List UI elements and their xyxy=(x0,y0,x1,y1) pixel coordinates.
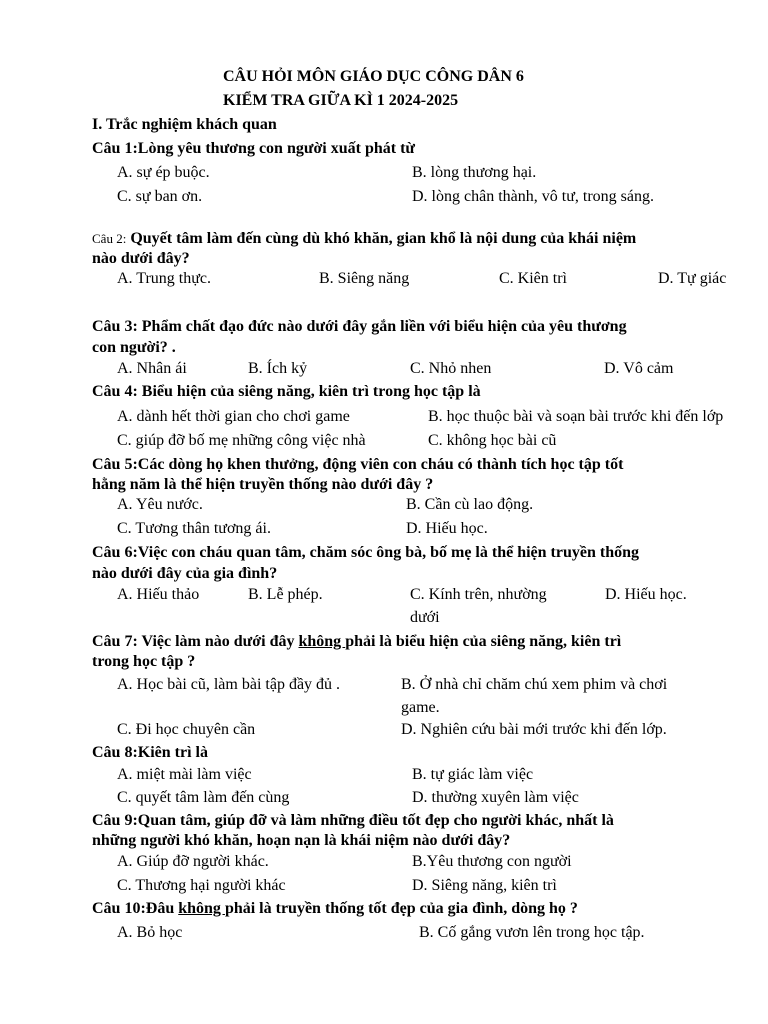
q1-option-d: D. lòng chân thành, vô tư, trong sáng. xyxy=(412,188,654,205)
q7-option-a: A. Học bài cũ, làm bài tập đầy đủ . xyxy=(117,676,341,693)
q3-stem-line2: con người? . xyxy=(92,339,176,356)
q2-prefix: Câu 2: xyxy=(92,231,127,246)
q5-option-d: D. Hiếu học. xyxy=(406,520,488,537)
question-5-stem: Câu 5:Các dòng họ khen thưởng, động viên con cháu có thành tích học tập tốt xyxy=(92,456,624,473)
question-8-stem: Câu 8:Kiên trì là xyxy=(92,744,208,761)
q7-stem-underlined: không xyxy=(298,633,346,650)
page-title: CÂU HỎI MÔN GIÁO DỤC CÔNG DÂN 6 xyxy=(223,68,524,85)
q2-option-a: A. Trung thực. xyxy=(117,270,212,287)
q9-option-c: C. Thương hại người khác xyxy=(117,877,286,894)
q7-option-b-line2: game. xyxy=(401,699,440,716)
q7-option-c: C. Đi học chuyên cần xyxy=(117,721,256,738)
question-1-stem: Câu 1:Lòng yêu thương con người xuất phát từ xyxy=(92,140,416,157)
question-9-stem: Câu 9:Quan tâm, giúp đỡ và làm những điều tốt đẹp cho người khác, nhất là xyxy=(92,812,614,829)
q7-stem-line2: trong học tập ? xyxy=(92,653,196,670)
q8-option-c: C. quyết tâm làm đến cùng xyxy=(117,789,290,806)
q5-option-c: C. Tương thân tương ái. xyxy=(117,520,271,537)
q10-stem-post: phải là truyền thống tốt đẹp của gia đình, dòng họ ? xyxy=(224,900,578,917)
q3-option-c: C. Nhỏ nhen xyxy=(410,360,492,377)
q9-option-b: B.Yêu thương con người xyxy=(412,853,572,870)
section-heading: I. Trắc nghiệm khách quan xyxy=(92,116,277,133)
q5-stem-line2: hằng năm là thể hiện truyền thống nào dưới đây ? xyxy=(92,476,434,493)
q4-option-c: C. giúp đỡ bố mẹ những công việc nhà xyxy=(117,432,366,449)
page-subtitle: KIỂM TRA GIỮA KÌ 1 2024-2025 xyxy=(223,92,459,109)
q7-option-b: B. Ở nhà chỉ chăm chú xem phim và chơi xyxy=(401,676,668,693)
question-4-stem: Câu 4: Biểu hiện của siêng năng, kiên trì trong học tập là xyxy=(92,383,481,400)
q7-option-d: D. Nghiên cứu bài mới trước khi đến lớp. xyxy=(401,721,667,738)
q1-option-c: C. sự ban ơn. xyxy=(117,188,203,205)
q2-option-c: C. Kiên trì xyxy=(499,270,567,287)
q2-stem-line1: Quyết tâm làm đến cùng dù khó khăn, gian khổ là nội dung của khái niệm xyxy=(126,230,637,247)
question-10-stem xyxy=(92,899,578,919)
q2-stem-line2: nào dưới đây? xyxy=(92,250,190,267)
q4-option-b: B. học thuộc bài và soạn bài trước khi đến lớp xyxy=(428,408,724,425)
q6-option-c-line2: dưới xyxy=(410,609,440,626)
question-6-stem: Câu 6:Việc con cháu quan tâm, chăm sóc ông bà, bố mẹ là thể hiện truyền thống xyxy=(92,544,639,561)
q9-option-a: A. Giúp đỡ người khác. xyxy=(117,853,269,870)
q4-option-d: C. không học bài cũ xyxy=(428,432,557,449)
q10-stem-pre: Câu 10:Đâu xyxy=(92,900,179,917)
q10-stem-underlined: không xyxy=(178,900,225,917)
q4-option-a: A. dành hết thời gian cho chơi game xyxy=(117,408,350,425)
q6-stem-line2: nào dưới đây của gia đình? xyxy=(92,565,278,582)
q2-option-b: B. Siêng năng xyxy=(319,270,410,287)
q9-option-d: D. Siêng năng, kiên trì xyxy=(412,877,557,894)
q2-option-d: D. Tự giác xyxy=(658,270,727,287)
q7-stem-post: phải là biểu hiện của siêng năng, kiên trì xyxy=(345,633,622,650)
q3-option-d: D. Vô cảm xyxy=(604,360,674,377)
q9-stem-line2: những người khó khăn, hoạn nạn là khái niệm nào dưới đây? xyxy=(92,832,511,849)
q10-option-b: B. Cố gắng vươn lên trong học tập. xyxy=(419,924,645,941)
q6-option-d: D. Hiếu học. xyxy=(605,586,687,603)
question-2-stem xyxy=(92,229,636,249)
q6-option-c: C. Kính trên, nhường xyxy=(410,586,547,603)
q8-option-a: A. miệt mài làm việc xyxy=(117,766,252,783)
q3-option-a: A. Nhân ái xyxy=(117,360,187,377)
q6-option-a: A. Hiếu thảo xyxy=(117,586,200,603)
q5-option-a: A. Yêu nước. xyxy=(117,496,203,513)
question-3-stem: Câu 3: Phẩm chất đạo đức nào dưới đây gắn liền với biểu hiện của yêu thương xyxy=(92,318,627,335)
q3-option-b: B. Ích kỷ xyxy=(248,360,308,377)
q6-option-b: B. Lễ phép. xyxy=(248,586,323,603)
q8-option-b: B. tự giác làm việc xyxy=(412,766,534,783)
q1-option-b: B. lòng thương hại. xyxy=(412,164,537,181)
q8-option-d: D. thường xuyên làm việc xyxy=(412,789,579,806)
question-7-stem xyxy=(92,632,621,652)
q5-option-b: B. Cần cù lao động. xyxy=(406,496,534,513)
q7-stem-pre: Câu 7: Việc làm nào dưới đây xyxy=(92,633,299,650)
q1-option-a: A. sự ép buộc. xyxy=(117,164,210,181)
q10-option-a: A. Bỏ học xyxy=(117,924,183,941)
